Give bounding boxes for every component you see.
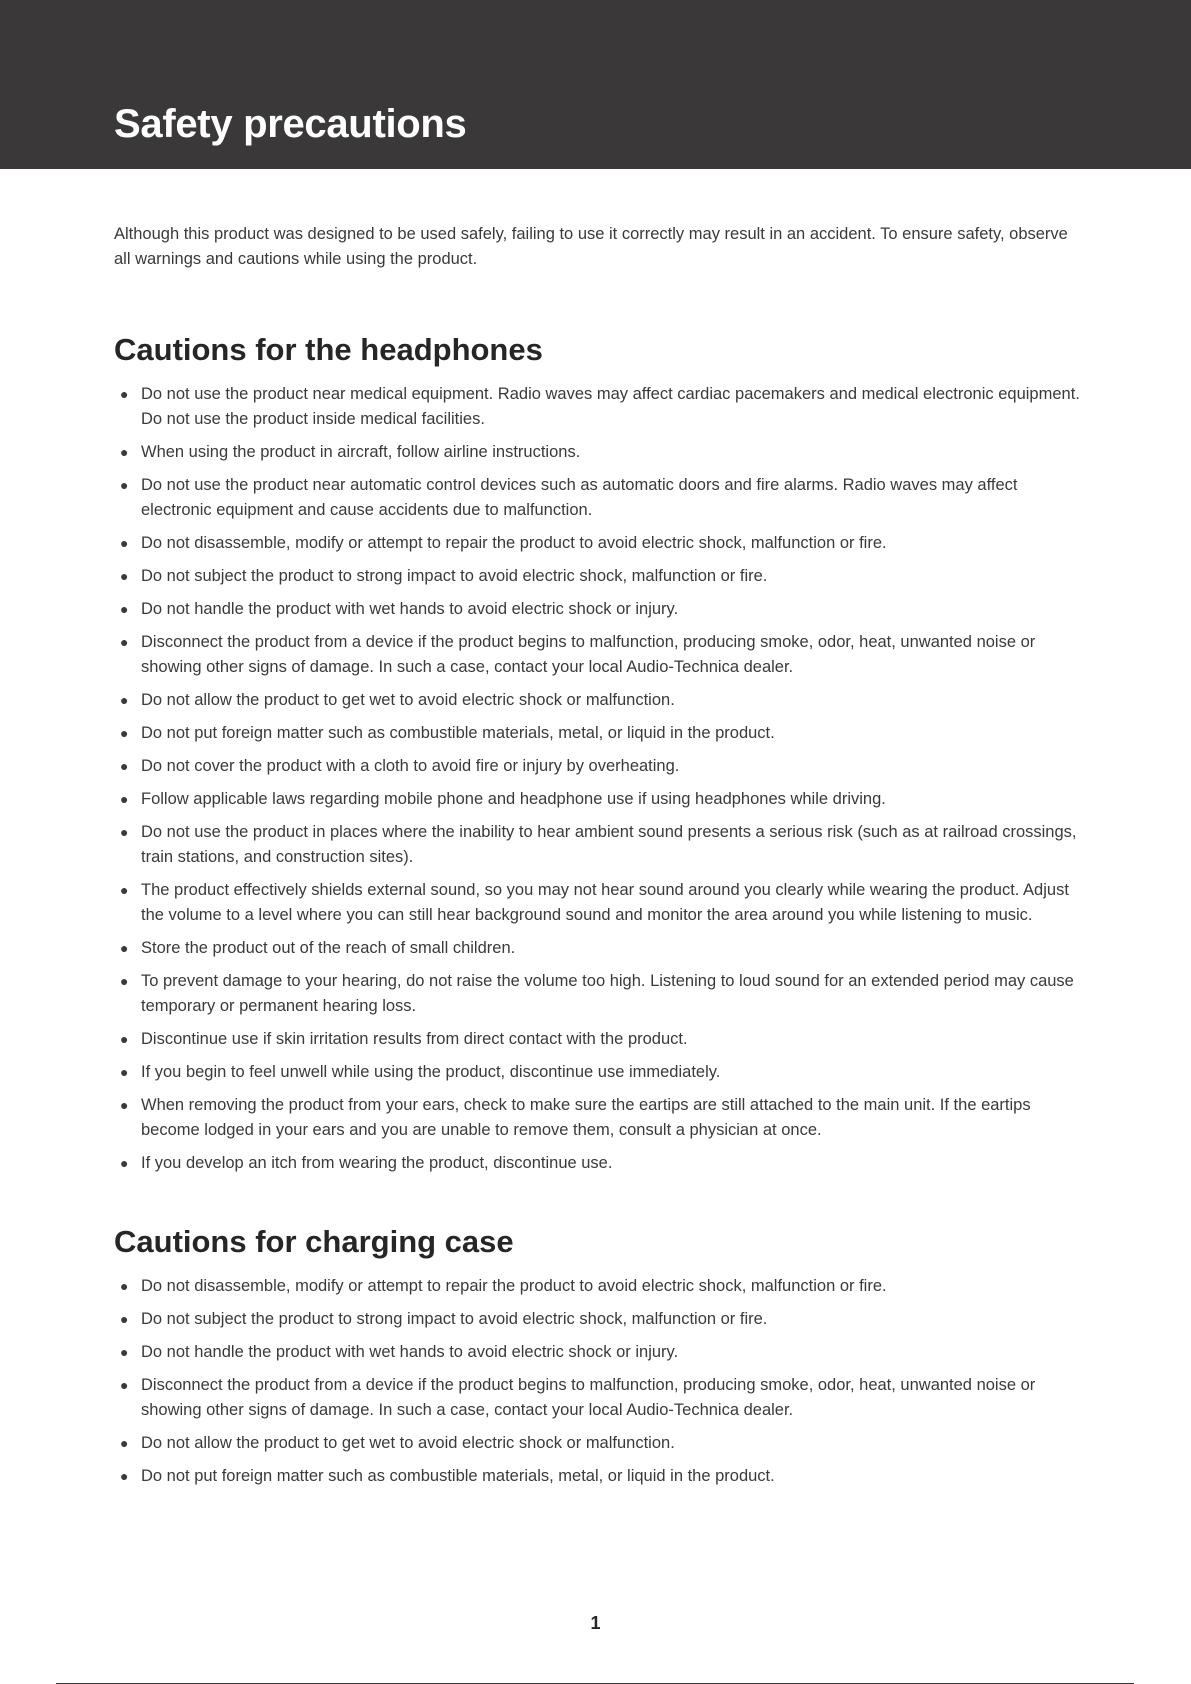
bullet-icon: ●: [120, 477, 129, 493]
list-item: [114, 1093, 1080, 1143]
list-item-text: Do not disassemble, modify or attempt to repair the product to avoid electric shock, malfunction or fire.: [141, 534, 887, 552]
bullet-icon: ●: [120, 1278, 129, 1294]
bullet-icon: ●: [120, 634, 129, 650]
document-body: [114, 222, 1080, 1497]
bullet-icon: ●: [120, 1468, 129, 1484]
list-item-text: Do not handle the product with wet hands to avoid electric shock or injury.: [141, 600, 679, 618]
list-item-text: Do not cover the product with a cloth to avoid fire or injury by overheating.: [141, 757, 680, 775]
list-item: [114, 1340, 1080, 1365]
bullet-icon: ●: [120, 535, 129, 551]
list-item: [114, 564, 1080, 589]
list-item: [114, 630, 1080, 680]
bullet-icon: ●: [120, 1155, 129, 1171]
list-item: [114, 1373, 1080, 1423]
bullet-icon: ●: [120, 940, 129, 956]
list-item-text: Do not allow the product to get wet to avoid electric shock or malfunction.: [141, 1434, 675, 1452]
list-item-text: Do not use the product near automatic control devices such as automatic doors and fire alarms. Radio waves may affect electronic equipment and cause accidents due to malfunction.: [141, 476, 1018, 519]
list-item: [114, 1307, 1080, 1332]
bullet-icon: ●: [120, 973, 129, 989]
list-item-text: Follow applicable laws regarding mobile phone and headphone use if using headphones while driving.: [141, 790, 886, 808]
list-item: [114, 1151, 1080, 1176]
list-item: [114, 382, 1080, 432]
list-item-text: If you begin to feel unwell while using the product, discontinue use immediately.: [141, 1063, 721, 1081]
list-item: [114, 1274, 1080, 1299]
bullet-icon: ●: [120, 824, 129, 840]
section-heading-charging-case: Cautions for charging case: [114, 1224, 514, 1259]
list-item-text: Do not disassemble, modify or attempt to repair the product to avoid electric shock, malfunction or fire.: [141, 1277, 887, 1295]
bullet-icon: ●: [120, 601, 129, 617]
bullet-icon: ●: [120, 1064, 129, 1080]
bullet-icon: ●: [120, 1031, 129, 1047]
list-item-text: Do not use the product in places where the inability to hear ambient sound presents a serious risk (such as at railroad crossings, train stations, and construction sites).: [141, 823, 1077, 866]
list-item-text: Disconnect the product from a device if the product begins to malfunction, producing smoke, odor, heat, unwanted noise or showing other signs of damage. In such a case, contact your local Audio-Technica dealer.: [141, 633, 1036, 676]
headphones-cautions-list: [114, 382, 1080, 1176]
bullet-icon: ●: [120, 1435, 129, 1451]
list-item: [114, 473, 1080, 523]
list-item: [114, 721, 1080, 746]
header-band: [0, 0, 1191, 169]
page-number: 1: [590, 1613, 601, 1633]
list-item-text: The product effectively shields external sound, so you may not hear sound around you clearly while wearing the product. Adjust the volume to a level where you can still hear background sound and monitor the area around you while listening to music.: [141, 881, 1069, 924]
list-item-text: If you develop an itch from wearing the product, discontinue use.: [141, 1154, 613, 1172]
bullet-icon: ●: [120, 568, 129, 584]
bullet-icon: ●: [120, 386, 129, 402]
section-heading-headphones: Cautions for the headphones: [114, 332, 543, 367]
list-item: [114, 820, 1080, 870]
list-item-text: Do not put foreign matter such as combustible materials, metal, or liquid in the product.: [141, 1467, 775, 1485]
list-item-text: Disconnect the product from a device if the product begins to malfunction, producing smoke, odor, heat, unwanted noise or showing other signs of damage. In such a case, contact your local Audio-Technica dealer.: [141, 1376, 1036, 1419]
bullet-icon: ●: [120, 1344, 129, 1360]
bullet-icon: ●: [120, 1097, 129, 1113]
list-item-text: When using the product in aircraft, follow airline instructions.: [141, 443, 581, 461]
bullet-icon: ●: [120, 791, 129, 807]
list-item: [114, 969, 1080, 1019]
list-item: [114, 936, 1080, 961]
bullet-icon: ●: [120, 1377, 129, 1393]
list-item: [114, 1464, 1080, 1489]
list-item-text: Do not use the product near medical equipment. Radio waves may affect cardiac pacemakers and medical electronic equipment. Do not use the product inside medical facilities.: [141, 385, 1080, 428]
bullet-icon: ●: [120, 882, 129, 898]
list-item-text: Discontinue use if skin irritation results from direct contact with the product.: [141, 1030, 688, 1048]
list-item: [114, 1431, 1080, 1456]
page-title: Safety precautions: [114, 102, 467, 146]
bullet-icon: ●: [120, 692, 129, 708]
list-item-text: To prevent damage to your hearing, do not raise the volume too high. Listening to loud sound for an extended period may cause temporary or permanent hearing loss.: [141, 972, 1074, 1015]
list-item: [114, 1060, 1080, 1085]
intro-paragraph: Although this product was designed to be used safely, failing to use it correctly may result in an accident. To ensure safety, observe all warnings and cautions while using the product.: [114, 225, 1068, 268]
list-item-text: Do not handle the product with wet hands to avoid electric shock or injury.: [141, 1343, 679, 1361]
list-item-text: Store the product out of the reach of small children.: [141, 939, 516, 957]
list-item: [114, 878, 1080, 928]
list-item: [114, 1027, 1080, 1052]
list-item: [114, 597, 1080, 622]
bullet-icon: ●: [120, 444, 129, 460]
bullet-icon: ●: [120, 1311, 129, 1327]
list-item: [114, 754, 1080, 779]
list-item: [114, 688, 1080, 713]
list-item-text: Do not allow the product to get wet to avoid electric shock or malfunction.: [141, 691, 675, 709]
list-item: [114, 531, 1080, 556]
list-item: [114, 787, 1080, 812]
bullet-icon: ●: [120, 725, 129, 741]
bullet-icon: ●: [120, 758, 129, 774]
list-item-text: Do not subject the product to strong impact to avoid electric shock, malfunction or fire.: [141, 1310, 768, 1328]
list-item-text: Do not put foreign matter such as combustible materials, metal, or liquid in the product.: [141, 724, 775, 742]
list-item-text: Do not subject the product to strong impact to avoid electric shock, malfunction or fire.: [141, 567, 768, 585]
list-item-text: When removing the product from your ears, check to make sure the eartips are still attached to the main unit. If the eartips become lodged in your ears and you are unable to remove them, consult a physician at once.: [141, 1096, 1031, 1139]
list-item: [114, 440, 1080, 465]
charging-case-cautions-list: [114, 1274, 1080, 1489]
